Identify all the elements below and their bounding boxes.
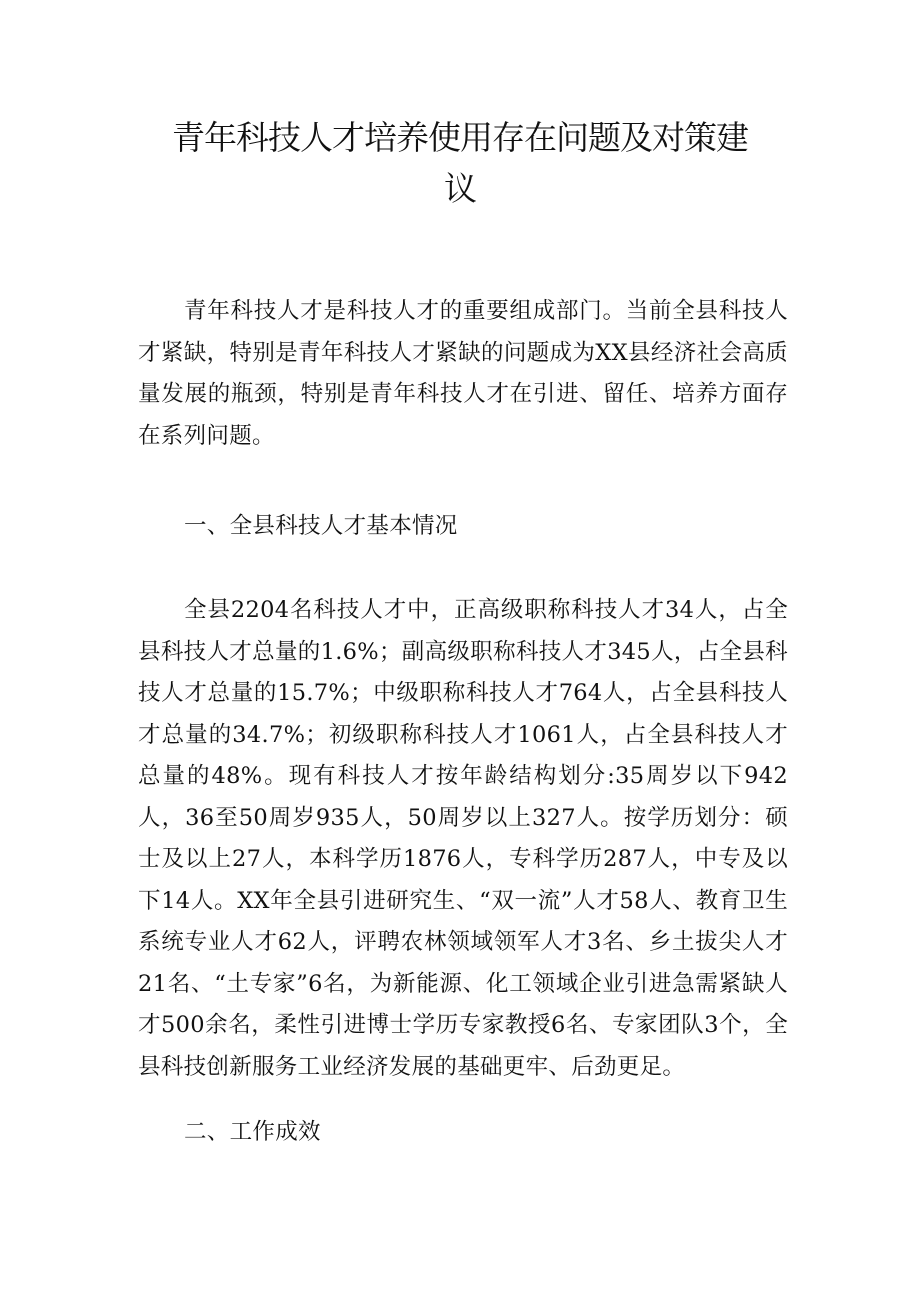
- intro-paragraph: 青年科技人才是科技人才的重要组成部门。当前全县科技人才紧缺，特别是青年科技人才紧缺的问题成为XX县经济社会高质量发展的瓶颈，特别是青年科技人才在引进、留任、培养方面存在系列问题。: [138, 298, 788, 449]
- document-title: 青年科技人才培养使用存在问题及对策建议: [172, 118, 748, 208]
- section-1-paragraph: 全县2204名科技人才中，正高级职称科技人才34人，占全县科技人才总量的1.6%；副高级职称科技人才345人，占全县科技人才总量的15.7%；中级职称科技人才764人，占全县科技人才总量的34.7%；初级职称科技人才1061人，占全县科技人才总量的48%。现有科技人才按年龄结构划分:35周岁以下942人，36至50周岁935人，50周岁以上327人。按学历划分：硕士及以上27人，本科学历1876人，专科学历287人，中专及以下14人。XX年全县引进研究生、“双一流”人才58人、教育卫生系统专业人才62人，评聘农林领域领军人才3名、乡土拔尖人才21名、“土专家”6名，为新能源、化工领域企业引进急需紧缺人才500余名，柔性引进博士学历专家教授6名、专家团队3个，全县科技创新服务工业经济发展的基础更牢、后劲更足。: [138, 597, 788, 1080]
- section-heading-1: 一、全县科技人才基本情况: [184, 513, 458, 539]
- section-heading-2: 二、工作成效: [184, 1119, 321, 1145]
